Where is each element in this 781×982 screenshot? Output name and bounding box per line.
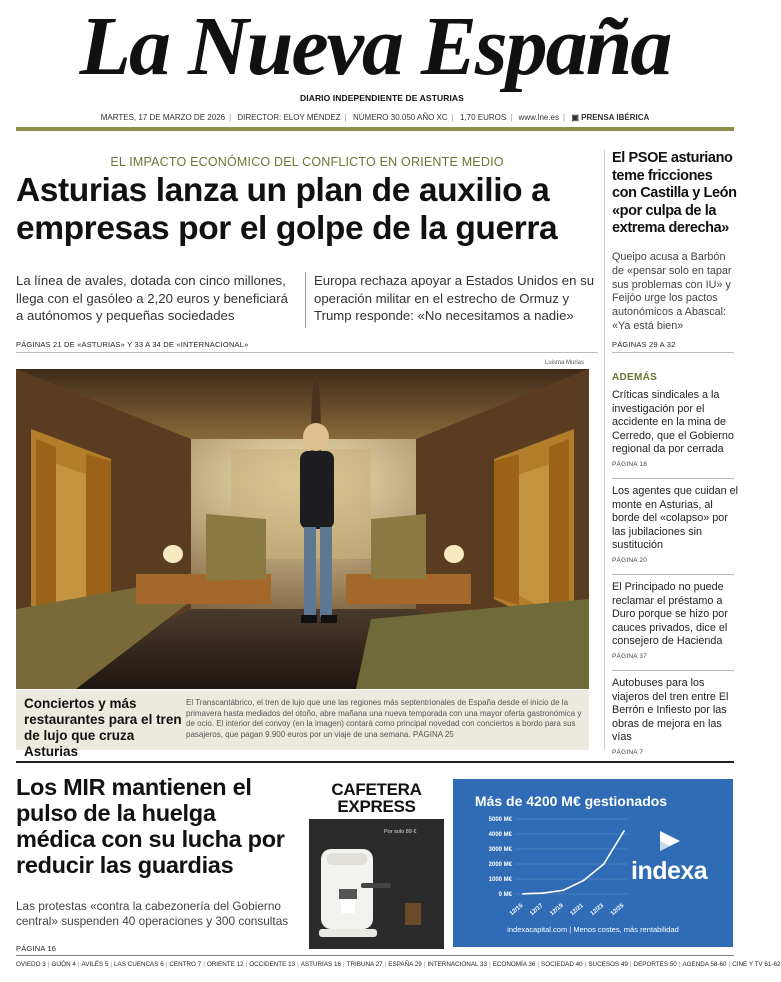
chart-data-point <box>563 889 565 891</box>
sidebar-summary: Queipo acusa a Barbón de «pensar solo en tapar sus problemas con IU» y Feijóo urge los pactos autonómicos a Abascal: «Ya está bien» <box>612 251 732 332</box>
section-link[interactable]: AVILÉS 5 <box>81 961 109 968</box>
edition-number: NÚMERO 30.050 AÑO XC <box>352 113 448 122</box>
lead-headline[interactable]: Asturias lanza un plan de auxilio a empresas por el golpe de la guerra <box>16 172 558 247</box>
photo-credit: Luisma Murias <box>545 360 585 366</box>
section-link[interactable]: SOCIEDAD 40 <box>541 961 583 968</box>
coffee-machine-illustration <box>309 819 444 949</box>
publisher-name: PRENSA IBÉRICA <box>581 113 650 122</box>
chart-x-tick-label: 12/21 <box>569 902 585 918</box>
train-interior-illustration <box>16 369 589 689</box>
section-link[interactable]: ESPAÑA 29 <box>388 961 422 968</box>
cafetera-ad[interactable] <box>309 779 444 949</box>
edition-website[interactable]: www.lne.es <box>518 113 560 122</box>
chart-y-tick-label: 2000 M€ <box>488 862 512 868</box>
masthead <box>0 0 750 134</box>
sidebar-item[interactable] <box>612 389 740 472</box>
lead-subheadline-left: La línea de avales, dotada con cinco millones, llega con el gasóleo a 2,20 euros y beneficiará a autónomos y pequeñas sociedades <box>16 273 288 323</box>
photo-caption-text <box>186 698 584 740</box>
bottom-section-rule <box>16 761 734 763</box>
section-link[interactable]: TRIBUNA 27 <box>346 961 383 968</box>
sidebar-item-page: PÁGINA 7 <box>612 748 644 756</box>
sidebar-item[interactable] <box>612 677 740 760</box>
indexa-ad-title: Más de 4200 M€ gestionados <box>474 793 668 809</box>
edition-info: MARTES, 17 DE MARZO DE 2026 | DIRECTOR: ELOY MÉNDEZ | NÚMERO 30.050 AÑO XC | 1,70 EUROS | www.lne.es | ▣ PRENSA IBÉRICA <box>100 113 650 122</box>
edition-director: DIRECTOR: ELOY MÉNDEZ <box>237 113 341 122</box>
sidebar-item-page: PÁGINA 18 <box>612 460 648 468</box>
cafetera-ad-title-line1: CAFETERA <box>331 780 422 799</box>
sidebar-item-text: Autobuses para los viajeros del tren entre El Berrón e Infiesto por las obras de mejora en las vías <box>612 677 729 744</box>
sidebar-item[interactable] <box>612 485 740 568</box>
mir-subheadline: Las protestas «contra la cabezonería del Gobierno central» suspenden 40 operaciones y 300 consultas <box>16 899 289 928</box>
chart-x-tick-label: 12/19 <box>549 902 565 918</box>
chart-x-tick-label: 12/25 <box>609 902 626 918</box>
section-link[interactable]: ORIENTE 12 <box>206 961 244 968</box>
sidebar-item-text: Críticas sindicales a la investigación por el accidente en la mina de Cerredo, que el Gobierno regional da por cerrada <box>612 389 734 456</box>
section-link[interactable]: AGENDA 58-60 <box>682 961 727 968</box>
section-link[interactable]: GIJÓN 4 <box>51 961 76 968</box>
sidebar-divider-1 <box>612 352 734 353</box>
lead-divider <box>16 352 598 353</box>
section-link[interactable]: CINE Y TV 61-62 <box>732 961 781 968</box>
section-link[interactable]: OVIEDO 3 <box>16 961 46 968</box>
masthead-divider <box>16 127 734 131</box>
photo-caption-title[interactable]: Conciertos y más restaurantes para el tren de lujo que cruza Asturias <box>24 696 182 759</box>
section-link[interactable]: CENTRO 7 <box>169 961 202 968</box>
mir-page-reference: PÁGINA 16 <box>16 944 57 953</box>
edition-date: MARTES, 17 DE MARZO DE 2026 <box>100 113 226 122</box>
cafetera-ad-promo: Por solo 89 € <box>384 829 417 835</box>
column-divider <box>305 272 306 328</box>
chart-data-point <box>623 830 625 832</box>
section-link[interactable]: SUCESOS 49 <box>588 961 628 968</box>
section-link[interactable]: INTERNACIONAL 33 <box>427 961 488 968</box>
chart-y-tick-label: 5000 M€ <box>488 817 512 823</box>
sidebar-divider <box>604 150 605 750</box>
lead-subheadline-right: Europa rechaza apoyar a Estados Unidos en su operación militar en el estrecho de Ormuz y Trump responde: «No necesitamos a nadie» <box>314 273 595 323</box>
chart-y-tick-label: 1000 M€ <box>488 877 512 883</box>
sidebar-divider-4 <box>612 670 734 671</box>
sidebar-item[interactable] <box>612 581 740 664</box>
chart-data-point <box>583 880 585 882</box>
chart-data-point <box>603 863 605 865</box>
chart-x-tick-label: 12/15 <box>508 902 525 918</box>
sections-index: OVIEDO 3 | GIJÓN 4 | AVILÉS 5 | LAS CUENCAS 6 | CENTRO 7 | ORIENTE 12 | OCCIDENTE 13 | ASTURIAS 16 | TRIBUNA 27 | ESPAÑA 29 | INTERNACIONAL 33 | ECONOMÍA 36 | SOCIEDAD 40 | SUCESOS 49 | DEPORTES 50 | AGENDA 58-60 | CINE Y TV 61-62 <box>16 961 781 968</box>
newspaper-subtitle: DIARIO INDEPENDIENTE DE ASTURIAS <box>300 93 464 103</box>
chart-data-point <box>542 892 544 894</box>
sidebar-page-reference: PÁGINAS 29 A 32 <box>612 340 676 349</box>
sidebar-divider-3 <box>612 574 734 575</box>
indexa-ad[interactable] <box>453 779 733 947</box>
lead-page-reference: PÁGINAS 21 DE «ASTURIAS» Y 33 A 34 DE «INTERNACIONAL» <box>16 340 249 349</box>
edition-price: 1,70 EUROS <box>459 113 507 122</box>
chart-y-tick-label: 0 M€ <box>498 892 512 898</box>
lead-kicker: EL IMPACTO ECONÓMICO DEL CONFLICTO EN ORIENTE MEDIO <box>110 155 504 169</box>
chart-y-tick-label: 3000 M€ <box>488 847 512 853</box>
chart-data-point <box>522 893 524 895</box>
indexa-logo-icon <box>658 829 682 853</box>
sidebar-section-label: ADEMÁS <box>612 372 658 383</box>
indexa-brand: indexa <box>631 857 708 885</box>
footer-top-rule <box>16 955 734 956</box>
cafetera-ad-title-line2: EXPRESS <box>337 797 416 816</box>
sidebar-item-page: PÁGINA 37 <box>612 652 648 660</box>
sidebar-item-page: PÁGINA 20 <box>612 556 648 564</box>
chart-y-tick-label: 4000 M€ <box>488 832 512 838</box>
indexa-footer[interactable]: indexacapital.com | Menos costes, más rentabilidad <box>507 925 679 934</box>
train-interior-photo[interactable] <box>16 369 589 689</box>
indexa-growth-chart <box>473 814 633 929</box>
section-link[interactable]: OCCIDENTE 13 <box>249 961 296 968</box>
publisher-logo: ▣ PRENSA IBÉRICA <box>571 113 650 122</box>
mir-headline[interactable]: Los MIR mantienen el pulso de la huelga médica con su lucha por reducir las guardias <box>16 774 285 878</box>
cafetera-ad-title <box>309 781 444 815</box>
photo-caption-body: El Transcantábrico, el tren de lujo que une las regiones más septentrionales de España desde el inicio de la primavera hasta mediados del otoño, abre mañana una nueva temporada con una mayor oferta gastronómica y de ocio. El interior del convoy (en la imagen) contará como principal novedad con conciertos a bordo para sus pasajeros, que pagan 9.900 euros por un viaje de una semana. <box>186 698 582 739</box>
sidebar-item-text: Los agentes que cuidan el monte en Asturias, al borde del «colapso» por las jubilaciones sin sustitución <box>612 485 739 552</box>
newspaper-title: La Nueva España <box>79 0 671 93</box>
chart-x-tick-label: 12/23 <box>589 902 606 918</box>
section-link[interactable]: LAS CUENCAS 6 <box>114 961 164 968</box>
sidebar-headline[interactable]: El PSOE asturiano teme fricciones con Castilla y León «por culpa de la extrema derecha» <box>612 150 737 236</box>
chart-series-line <box>523 831 624 894</box>
section-link[interactable]: ASTURIAS 16 <box>300 961 341 968</box>
photo-caption-page: PÁGINA 25 <box>412 729 454 739</box>
sidebar-divider-2 <box>612 478 734 479</box>
sidebar-item-text: El Principado no puede reclamar el préstamo a Duro porque se hizo por cauces privados, dice el consejero de Hacienda <box>612 581 728 648</box>
photo-caption <box>16 690 589 759</box>
section-link[interactable]: ECONOMÍA 36 <box>492 961 536 968</box>
chart-x-tick-label: 12/17 <box>529 902 545 918</box>
section-link[interactable]: DEPORTES 50 <box>633 961 677 968</box>
